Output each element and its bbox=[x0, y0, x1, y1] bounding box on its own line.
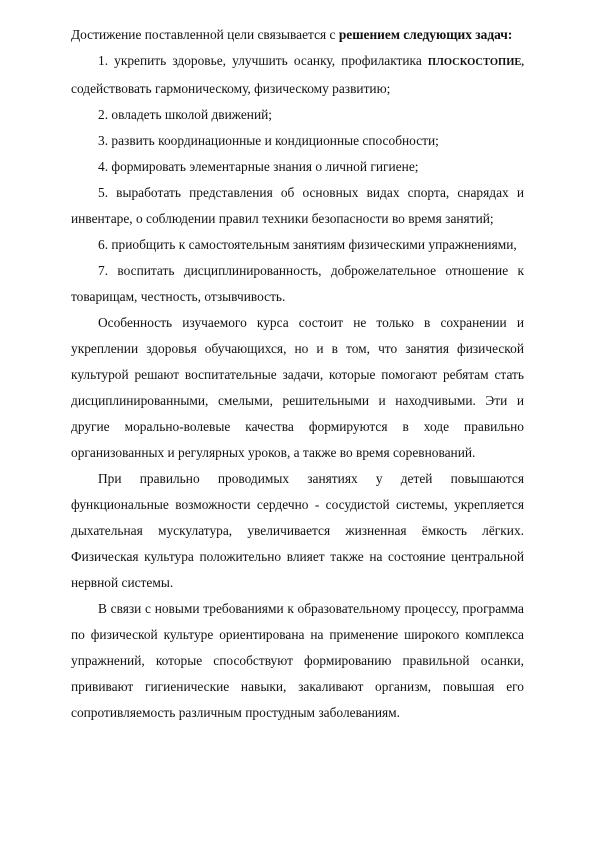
intro-lead: Достижение поставленной цели связывается с bbox=[71, 27, 339, 42]
health-effects-paragraph: При правильно проводимых занятиях у детей повышаются функциональные возможности сердечно - сосудистой системы, укрепляется дыхательная мускулатура, увеличивается жизненная ёмкость лёгких. Физическая культура положительно влияет также на состояние центральной нервной системы. bbox=[71, 471, 524, 590]
task-item-4: 4. формировать элементарные знания о личной гигиене; bbox=[98, 159, 419, 174]
task-item-6: 6. приобщить к самостоятельным занятиям физическими упражнениями, bbox=[98, 237, 517, 252]
task-1-part-c: содействовать гармоническому, физическому развитию; bbox=[71, 81, 391, 96]
course-feature-paragraph: Особенность изучаемого курса состоит не только в сохранении и укреплении здоровья обучающихся, но и в том, что занятия физической культурой решают воспитательные задачи, которые помогают ребятам стать дисциплинированными, смелыми, решительными и находчивыми. Эти и другие морально-волевые качества формируются в ходе правильно организованных и регулярных уроков, а также во время соревнований. bbox=[71, 315, 524, 460]
task-item-3: 3. развить координационные и кондиционные способности; bbox=[98, 133, 439, 148]
task-1-term: ПЛОСКОСТОПИЕ, bbox=[427, 57, 524, 68]
task-item-7: 7. воспитать дисциплинированность, доброжелательное отношение к товарищам, честность, отзывчивость. bbox=[71, 263, 524, 304]
program-orientation-paragraph: В связи с новыми требованиями к образовательному процессу, программа по физической культуре ориентирована на применение широкого комплекса упражнений, которые способствуют формированию правильной осанки, прививают гигиенические навыки, закаливают организм, повышая его сопротивляемость различным простудным заболеваниям. bbox=[71, 601, 524, 720]
task-item-5: 5. выработать представления об основных видах спорта, снарядах и инвентаре, о соблюдении правил техники безопасности во время занятий; bbox=[71, 185, 524, 226]
intro-paragraph bbox=[71, 22, 524, 48]
task-item-2: 2. овладеть школой движений; bbox=[98, 107, 273, 122]
task-1-part-a: 1. укрепить здоровье, улучшить осанку, профилактика bbox=[98, 53, 428, 68]
document-body bbox=[71, 22, 524, 726]
intro-bold: решением следующих задач: bbox=[338, 27, 513, 42]
task-item-1 bbox=[71, 48, 524, 102]
